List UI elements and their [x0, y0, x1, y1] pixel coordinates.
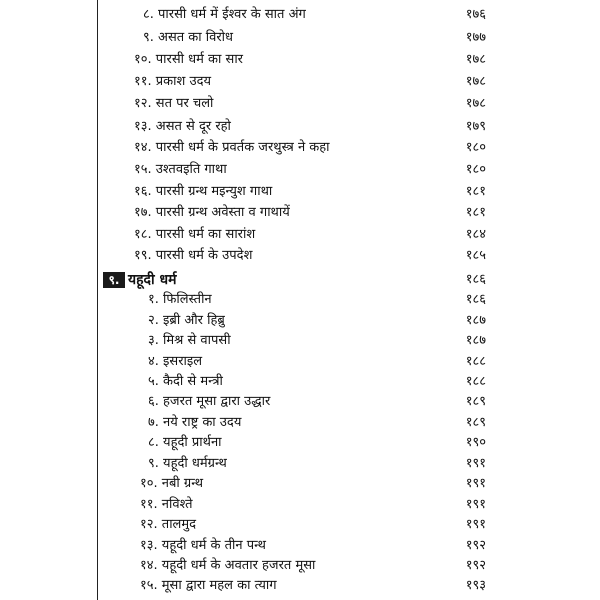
toc-entry-page: १७९	[465, 119, 486, 134]
chapter-number-badge: ९.	[103, 272, 125, 288]
toc-entry-title: १७. पारसी ग्रन्थ अवेस्ता व गाथायें	[134, 205, 290, 220]
toc-entry-title: ११. प्रकाश उदय	[134, 74, 212, 89]
toc-entry-page: १८१	[465, 205, 486, 220]
toc-entry-page: १९३	[465, 578, 486, 593]
toc-entry-page: १८१	[465, 184, 486, 199]
toc-entry-title: ९. यहूदी धर्मग्रन्थ	[148, 456, 227, 471]
toc-entry-title: १२. सत पर चलो	[134, 96, 214, 111]
toc-entry-title: १६. पारसी ग्रन्थ मइन्युश गाथा	[134, 184, 273, 199]
toc-entry	[0, 50, 600, 70]
toc-entry-page: १९१	[465, 476, 486, 491]
toc-entry-title: १९. पारसी धर्म के उपदेश	[134, 248, 253, 263]
toc-entry-page: १८०	[465, 162, 486, 177]
chapter-title: यहूदी धर्म	[128, 272, 177, 288]
toc-entry-page: १८७	[465, 333, 486, 348]
toc-entry-page: १९०	[465, 435, 486, 450]
toc-entry-page: १८६	[465, 292, 486, 307]
toc-entry-title: १०. नबी ग्रन्थ	[140, 476, 204, 491]
toc-entry	[0, 331, 600, 351]
toc-entry	[0, 182, 600, 202]
toc-entry-page: १७७	[465, 30, 486, 45]
toc-entry-page: १७८	[465, 74, 486, 89]
toc-entry-title: ९. असत का विरोध	[143, 30, 234, 45]
chapter-page: १८६	[465, 272, 486, 287]
toc-entry-title: १५. मूसा द्वारा महल का त्याग	[140, 578, 277, 593]
toc-entry-title: १२. तालमुद	[140, 517, 197, 532]
toc-entry	[0, 160, 600, 180]
toc-entry	[0, 117, 600, 137]
toc-entry	[0, 203, 600, 223]
toc-entry	[0, 94, 600, 114]
toc-entry	[0, 225, 600, 245]
toc-entry-title: १. फिलिस्तीन	[148, 292, 212, 307]
toc-entry-page: १७६	[465, 7, 486, 22]
toc-entry-page: १८९	[465, 394, 486, 409]
toc-entry-page: १८४	[465, 227, 486, 242]
toc-entry-page: १९१	[465, 517, 486, 532]
toc-entry	[0, 392, 600, 412]
toc-entry	[0, 556, 600, 576]
chapter-heading	[0, 270, 600, 290]
toc-entry-title: १८. पारसी धर्म का सारांश	[134, 227, 256, 242]
toc-entry	[0, 413, 600, 433]
toc-entry-title: १४. यहूदी धर्म के अवतार हजरत मूसा	[140, 558, 316, 573]
toc-entry-title: ८. यहूदी प्रार्थना	[148, 435, 222, 450]
toc-entry-title: ५. कैदी से मन्त्री	[148, 374, 223, 389]
toc-entry	[0, 246, 600, 266]
toc-entry-title: १४. पारसी धर्म के प्रवर्तक जरथुस्त्र ने कहा	[134, 140, 330, 155]
toc-entry-page: १७८	[465, 96, 486, 111]
toc-entry	[0, 352, 600, 372]
toc-entry	[0, 311, 600, 331]
toc-entry-page: १८५	[465, 248, 486, 263]
toc-entry-title: २. इब्री और हिब्रु	[148, 313, 225, 328]
toc-entry-page: १८०	[465, 140, 486, 155]
toc-entry	[0, 576, 600, 596]
toc-entry	[0, 536, 600, 556]
toc-entry-page: १८८	[465, 354, 486, 369]
toc-entry	[0, 5, 600, 25]
toc-entry	[0, 138, 600, 158]
toc-entry-page: १९२	[465, 558, 486, 573]
toc-entry-title: १३. असत से दूर रहो	[134, 119, 231, 134]
toc-entry	[0, 495, 600, 515]
toc-entry-page: १८८	[465, 374, 486, 389]
toc-entry-title: १५. उश्तवइति गाथा	[134, 162, 227, 177]
toc-entry	[0, 454, 600, 474]
toc-entry-title: ३. मिश्र से वापसी	[148, 333, 231, 348]
toc-entry-page: १७८	[465, 52, 486, 67]
toc-entry-title: ७. नये राष्ट्र का उदय	[148, 415, 242, 430]
toc-entry-title: १३. यहूदी धर्म के तीन पन्थ	[140, 538, 266, 553]
toc-entry	[0, 28, 600, 48]
toc-entry	[0, 72, 600, 92]
toc-entry-title: १०. पारसी धर्म का सार	[134, 52, 243, 67]
toc-entry	[0, 474, 600, 494]
toc-entry	[0, 433, 600, 453]
toc-entry-title: ६. हजरत मूसा द्वारा उद्धार	[148, 394, 271, 409]
toc-entry-title: ११. नविश्ते	[140, 497, 193, 512]
toc-entry-page: १९१	[465, 497, 486, 512]
toc-entry-page: १८७	[465, 313, 486, 328]
toc-entry-page: १९१	[465, 456, 486, 471]
toc-entry	[0, 372, 600, 392]
toc-entry-page: १८९	[465, 415, 486, 430]
toc-entry-page: १९२	[465, 538, 486, 553]
toc-entry	[0, 290, 600, 310]
toc-entry	[0, 515, 600, 535]
toc-entry-title: ४. इसराइल	[148, 354, 203, 369]
toc-entry-title: ८. पारसी धर्म में ईश्वर के सात अंग	[143, 7, 306, 22]
